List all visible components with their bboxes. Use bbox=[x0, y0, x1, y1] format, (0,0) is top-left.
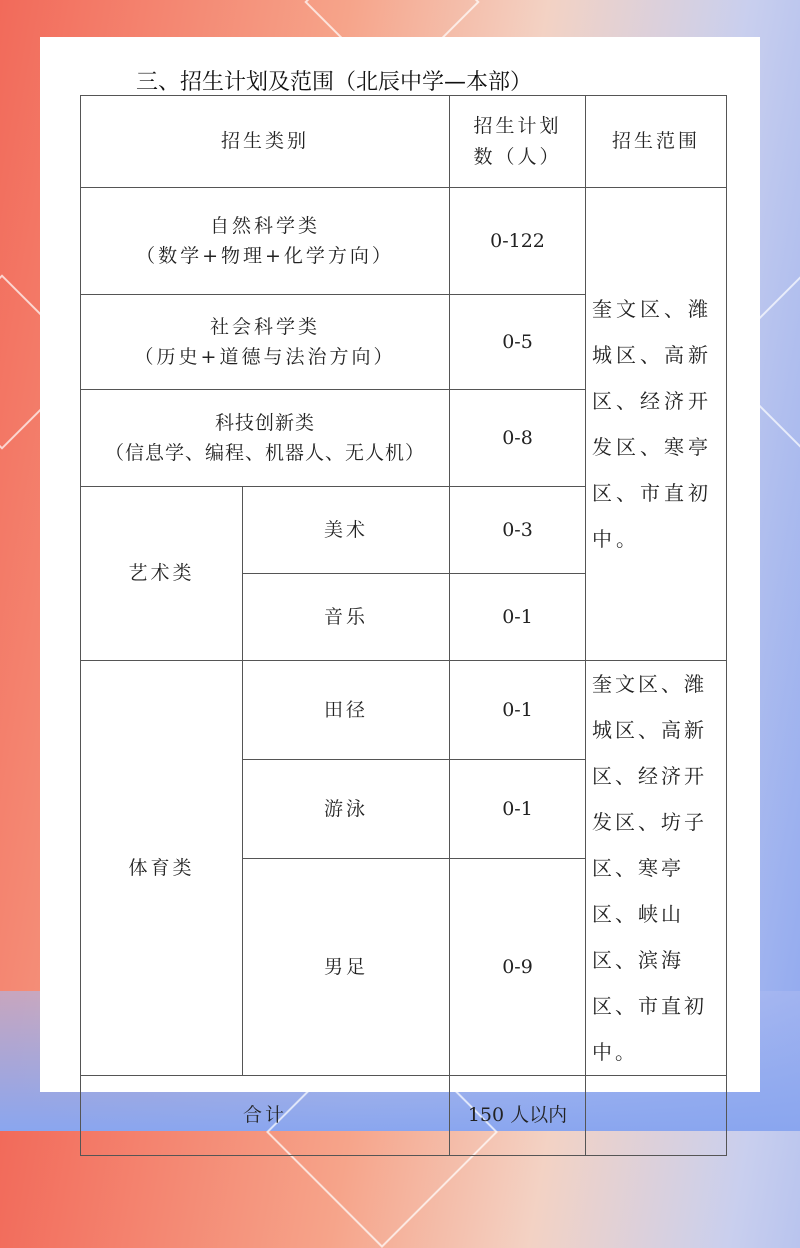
group-cell-art: 艺术类 bbox=[81, 487, 243, 661]
section-title: 三、招生计划及范围（北辰中学—本部） bbox=[136, 70, 533, 95]
plan-cell: 0-9 bbox=[450, 859, 586, 1076]
subcategory-cell: 音乐 bbox=[243, 574, 450, 661]
category-cell: 科技创新类 （信息学、编程、机器人、无人机） bbox=[81, 390, 450, 487]
plan-cell: 0-5 bbox=[450, 295, 586, 390]
subcategory-cell: 男足 bbox=[243, 859, 450, 1076]
header-category: 招生类别 bbox=[81, 96, 450, 188]
plan-cell: 0-8 bbox=[450, 390, 586, 487]
total-scope-empty bbox=[586, 1076, 727, 1156]
document-page bbox=[40, 37, 760, 1127]
subcategory-cell: 美术 bbox=[243, 487, 450, 574]
category-cell: 社会科学类 （历史+道德与法治方向） bbox=[81, 295, 450, 390]
plan-cell: 0-1 bbox=[450, 760, 586, 859]
plan-cell: 0-3 bbox=[450, 487, 586, 574]
plan-cell: 0-1 bbox=[450, 574, 586, 661]
scope-cell-general: 奎文区、潍城区、高新区、经济开发区、寒亭区、市直初中。 bbox=[586, 188, 727, 661]
scope-cell-sports: 奎文区、潍城区、高新区、经济开发区、坊子区、寒亭区、峡山区、滨海区、市直初中。 bbox=[586, 661, 727, 1076]
enrollment-table bbox=[80, 95, 727, 1156]
total-label: 合计 bbox=[81, 1076, 450, 1156]
group-cell-sports: 体育类 bbox=[81, 661, 243, 1076]
subcategory-cell: 田径 bbox=[243, 661, 450, 760]
total-value: 150 人以内 bbox=[450, 1076, 586, 1156]
subcategory-cell: 游泳 bbox=[243, 760, 450, 859]
plan-cell: 0-1 bbox=[450, 661, 586, 760]
total-row bbox=[81, 1076, 727, 1156]
category-cell: 自然科学类 （数学+物理+化学方向） bbox=[81, 188, 450, 295]
table-row bbox=[81, 661, 727, 760]
plan-cell: 0-122 bbox=[450, 188, 586, 295]
table-header-row bbox=[81, 96, 727, 188]
header-plan: 招生计划 数（人） bbox=[450, 96, 586, 188]
header-scope: 招生范围 bbox=[586, 96, 727, 188]
table-row bbox=[81, 188, 727, 295]
